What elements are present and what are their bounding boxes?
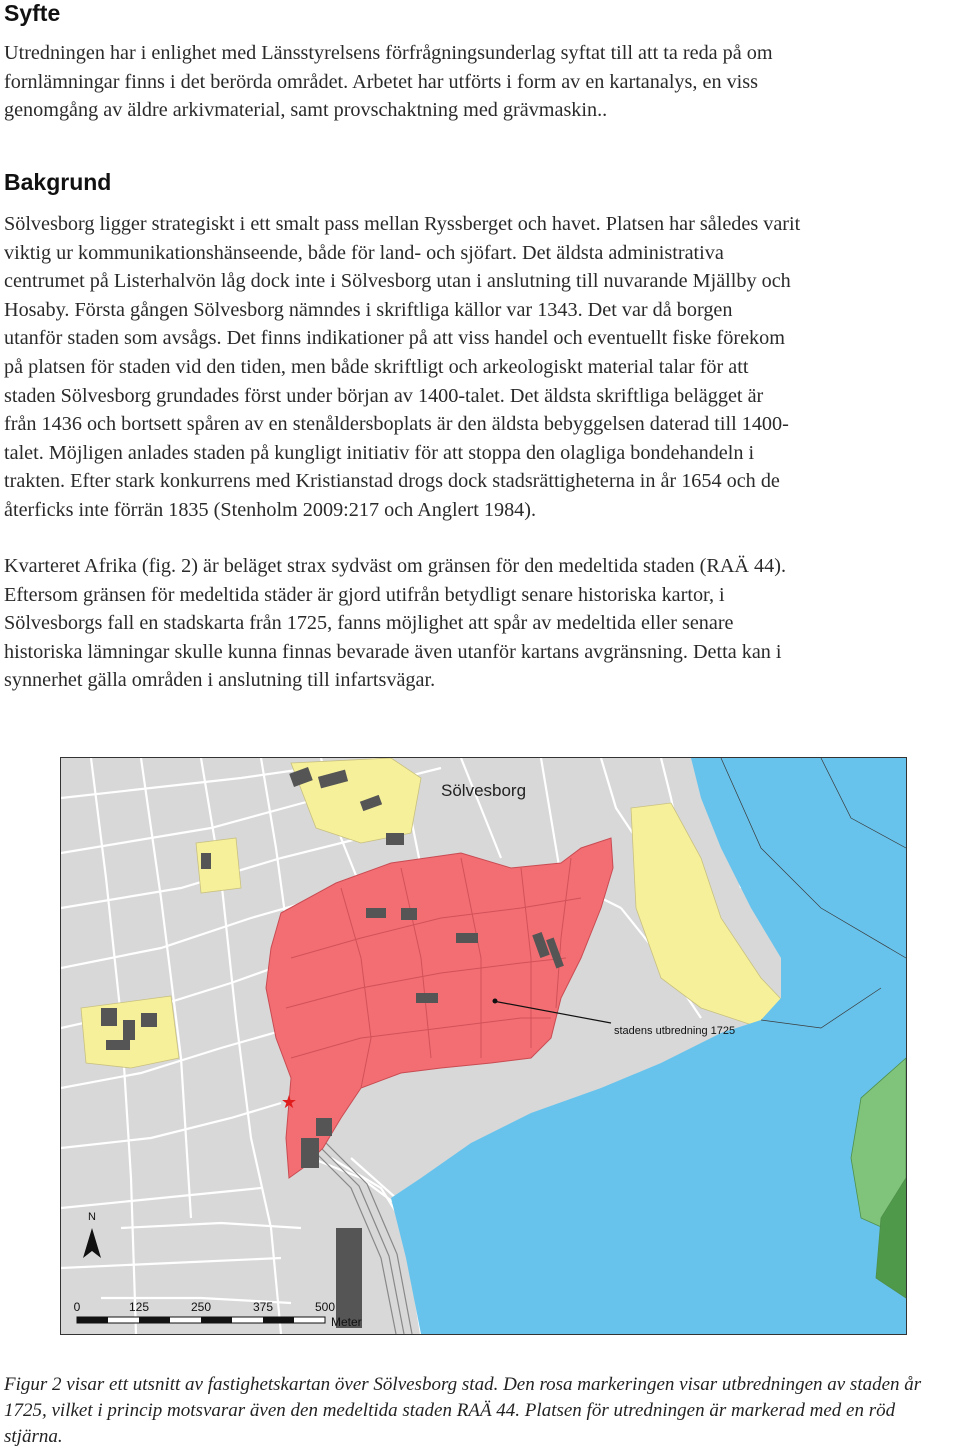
text-line: Eftersom gränsen för medeltida städer är gjord utifrån betydligt senare historiska kartor, i: [4, 583, 725, 606]
north-label: N: [88, 1211, 96, 1223]
text-line: synnerhet gälla områden i anslutning till infartsvägar.: [4, 669, 436, 692]
text-line: staden Sölvesborg grundades först under början av 1400-talet. Det äldsta skriftliga belägget är: [4, 384, 764, 407]
text-line: viktig ur kommunikationshänseende, både för land- och sjöfart. Det äldsta administrativa: [4, 241, 724, 264]
text-line: genomgång av äldre arkivmaterial, samt provschaktning med grävmaskin..: [4, 99, 608, 122]
extent-pointer-dot: [493, 999, 498, 1004]
map-svg: [61, 758, 906, 1334]
scale-unit-label: Meter: [331, 1315, 362, 1329]
text-line: återficks inte förrän 1835 (Stenholm 2009:217 och Anglert 1984).: [4, 498, 537, 521]
bakgrund-paragraph-2: [4, 552, 956, 695]
map-extent-label: stadens utbredning 1725: [614, 1025, 736, 1037]
caption-line: Figur 2 visar ett utsnitt av fastighetskartan över Sölvesborg stad. Den rosa markeringen visar utbredningen av staden år: [4, 1374, 922, 1395]
text-line: på platsen för staden vid den tiden, men både skriftligt och arkeologiskt material talar för att: [4, 355, 749, 378]
text-line: Sölvesborg ligger strategiskt i ett smalt pass mellan Ryssberget och havet. Platsen har således varit: [4, 213, 801, 235]
syfte-paragraph: [4, 39, 956, 125]
figure-caption: [4, 1372, 944, 1450]
site-star-icon: ★: [280, 1092, 298, 1112]
text-line: Kvarteret Afrika (fig. 2) är beläget strax sydväst om gränsen för den medeltida staden (RAÄ 44).: [4, 555, 787, 577]
bakgrund-paragraph-1: [4, 210, 956, 525]
scale-tick-label: 250: [190, 1300, 212, 1314]
scale-tick-label: 375: [252, 1300, 274, 1314]
section-heading-syfte: Syfte: [4, 0, 61, 26]
scale-tick-label: 500: [314, 1300, 336, 1314]
map-town-label: Sölvesborg: [441, 781, 527, 800]
caption-line: stjärna.: [4, 1426, 63, 1447]
scale-tick-label: 0: [73, 1300, 81, 1314]
text-line: fornlämningar finns i det berörda området. Arbetet har utförts i form av en kartanalys, en viss: [4, 70, 758, 93]
scale-tick-label: 125: [128, 1300, 150, 1314]
text-line: Utredningen har i enlighet med Länsstyrelsens förfrågningsunderlag syftat till att ta reda på om: [4, 42, 773, 64]
caption-line: 1725, vilket i princip motsvarar även den medeltida staden RAÄ 44. Platsen för utredningen är markerad med en röd: [4, 1400, 896, 1421]
text-line: centrumet på Listerhalvön låg dock inte i Sölvesborg utan i anslutning till nuvarande Mjällby och: [4, 270, 791, 293]
section-heading-bakgrund: Bakgrund: [4, 169, 112, 195]
property-map-figure: [60, 757, 907, 1335]
text-line: utanför staden som avsågs. Det finns indikationer på att viss handel och eventuellt fiske förekom: [4, 327, 785, 350]
text-line: Hosaby. Första gången Sölvesborg nämndes i skriftliga källor var 1343. Det var då borgen: [4, 298, 733, 321]
text-line: Sölvesborgs fall en stadskarta från 1725, fanns möjlighet att spår av medeltida eller senare: [4, 612, 734, 635]
text-line: trakten. Efter stark konkurrens med Kristianstad drogs dock stadsrättigheterna in år 1654 och de: [4, 470, 780, 493]
text-line: från 1436 och bortsett spåren av en stenåldersboplats är den äldsta bebyggelsen daterad till 1400-: [4, 413, 789, 436]
text-line: talet. Möjligen anlades staden på kungligt initiativ för att stoppa den olagliga bondehandeln i: [4, 441, 755, 464]
scale-bar: [77, 1317, 325, 1323]
text-line: historiska lämningar skulle kunna finnas bevarade även utanför kartans avgränsning. Detta kan i: [4, 640, 782, 663]
